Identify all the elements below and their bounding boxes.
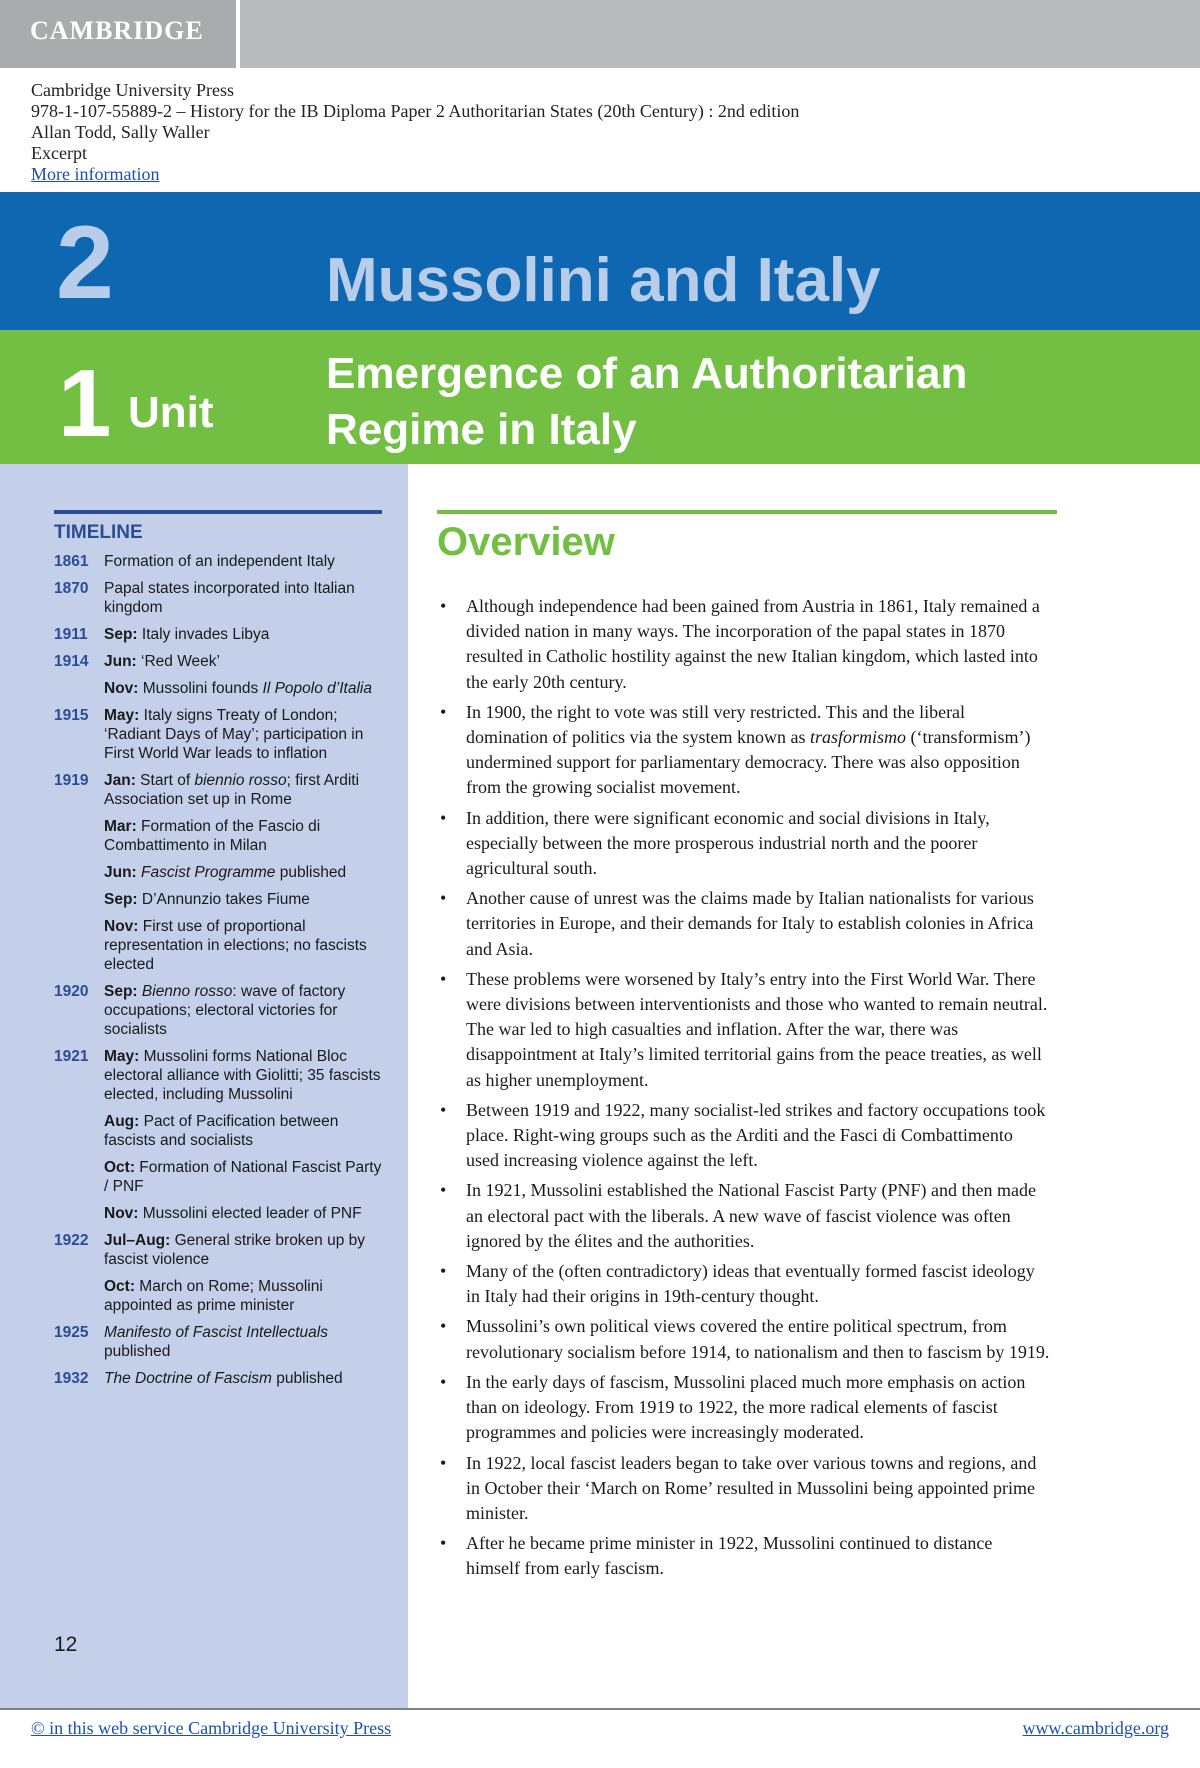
text-segment: In addition, there were significant economic and social divisions in Italy, especially between the more prosperous industrial north and the poorer agricultural south.	[466, 807, 990, 879]
text-segment: These problems were worsened by Italy’s entry into the First World War. There were divisions between interventionists and those who wanted to remain neutral. The war led to high casualties and inflation. After the war, there was disappointment at Italy’s limited territorial gains from the peace treaties, as well as higher unemployment.	[466, 968, 1048, 1090]
text-segment: In the early days of fascism, Mussolini placed much more emphasis on action than on ideology. From 1919 to 1922, the more radical elements of fascist programmes and policies were increasingly moderated.	[466, 1371, 1026, 1443]
copyright-link[interactable]: © in this web service Cambridge University Press	[31, 1718, 392, 1738]
timeline-year: 1911	[54, 626, 88, 643]
italic-text: Il Popolo d’Italia	[262, 680, 372, 697]
overview-bullet	[435, 594, 1050, 695]
italic-text: Bienno rosso	[141, 983, 233, 1000]
page-number: 12	[54, 1633, 78, 1656]
text-segment: (‘transformism’) undermined support for parliamentary democracy. There was also opposition from the growing socialist movement.	[466, 727, 1031, 798]
timeline-entry	[54, 890, 389, 909]
timeline-entry	[54, 982, 389, 1039]
timeline-text	[104, 579, 389, 617]
timeline-year: 1922	[54, 1232, 89, 1249]
timeline-year	[54, 679, 104, 698]
overview-bullet	[435, 1451, 1050, 1527]
italic-text: The Doctrine of Fascism	[104, 1370, 272, 1387]
timeline-year: 1920	[54, 983, 89, 1000]
timeline-year: 1914	[54, 653, 89, 670]
timeline-entry	[54, 652, 389, 671]
book-isbn-title: 978-1-107-55889-2 – History for the IB Diploma Paper 2 Authoritarian States (20th Century) : 2nd edition	[31, 101, 800, 121]
book-authors: Allan Todd, Sally Waller	[31, 122, 210, 142]
unit-label: Unit	[128, 388, 214, 437]
text-segment: March on Rome; Mussolini appointed as prime minister	[104, 1278, 323, 1314]
timeline-year	[54, 1277, 104, 1315]
overview-bullet	[435, 1531, 1050, 1581]
timeline-text	[104, 706, 389, 763]
overview-bullet	[435, 1370, 1050, 1446]
date-label: Jun:	[104, 864, 137, 881]
timeline-year	[54, 1158, 104, 1196]
date-label: Jul–Aug:	[104, 1232, 171, 1249]
text-segment: Many of the (often contradictory) ideas that eventually formed fascist ideology in Italy had their origins in 19th-century thought.	[466, 1261, 1035, 1307]
timeline-year: 1925	[54, 1324, 89, 1341]
timeline-entry	[54, 552, 389, 571]
overview-bullet	[435, 886, 1050, 962]
timeline-entry	[54, 863, 389, 882]
timeline-entry	[54, 771, 389, 809]
date-label: May:	[104, 707, 140, 724]
timeline-text	[104, 1277, 389, 1315]
unit-number: 1	[58, 350, 112, 457]
excerpt-label: Excerpt	[31, 143, 87, 163]
timeline-text	[104, 652, 389, 671]
italic-text: Fascist Programme	[141, 864, 276, 881]
text-segment: published	[271, 1370, 343, 1387]
timeline-text	[104, 1047, 389, 1104]
text-segment: published	[275, 864, 347, 881]
timeline-text	[104, 1231, 389, 1269]
timeline-text	[104, 1369, 389, 1388]
timeline-text	[104, 771, 389, 809]
timeline-year: 1921	[54, 1048, 89, 1065]
timeline-year	[54, 1204, 104, 1223]
text-segment: D’Annunzio takes Fiume	[137, 891, 310, 908]
cambridge-logo: CAMBRIDGE	[30, 16, 204, 45]
overview-list	[435, 594, 1050, 1587]
timeline-entry	[54, 1323, 389, 1361]
unit-title: Emergence of an Authoritarian Regime in Italy	[326, 349, 968, 454]
timeline-entry	[54, 1158, 389, 1196]
chapter-number: 2	[56, 205, 114, 321]
italic-text: Manifesto of Fascist Intellectuals	[104, 1324, 328, 1341]
overview-rule	[437, 510, 1057, 514]
overview-bullet	[435, 967, 1050, 1093]
timeline-year: 1861	[54, 553, 89, 570]
text-segment: Another cause of unrest was the claims made by Italian nationalists for various territories in Europe, and their demands for Italy to establish colonies in Africa and Asia.	[466, 888, 1034, 959]
date-label: Nov:	[104, 680, 139, 697]
text-segment: Mussolini elected leader of PNF	[138, 1205, 362, 1222]
timeline-text	[104, 625, 389, 644]
timeline-text	[104, 982, 389, 1039]
text-segment: First use of proportional representation in elections; no fascists elected	[104, 918, 367, 973]
text-segment: Pact of Pacification between fascists and socialists	[104, 1113, 339, 1149]
timeline-year	[54, 1112, 104, 1150]
text-segment: General strike broken up by fascist violence	[104, 1232, 366, 1268]
timeline-entry	[54, 1204, 389, 1223]
overview-bullet	[435, 1259, 1050, 1309]
timeline-year	[54, 890, 104, 909]
text-segment: Formation of National Fascist Party / PNF	[104, 1159, 382, 1195]
overview-bullet	[435, 806, 1050, 882]
text-segment: Formation of the Fascio di Combattimento in Milan	[104, 818, 321, 854]
overview-bullet	[435, 700, 1050, 801]
timeline-year	[54, 817, 104, 855]
date-label: Oct:	[104, 1159, 135, 1176]
timeline-text	[104, 1323, 389, 1361]
more-information-link[interactable]: More information	[31, 164, 160, 184]
timeline-year: 1870	[54, 580, 89, 597]
timeline-entry	[54, 625, 389, 644]
publication-info	[31, 80, 799, 185]
chapter-title: Mussolini and Italy	[326, 246, 881, 315]
timeline-text	[104, 552, 389, 571]
timeline-entry	[54, 1369, 389, 1388]
header-bar	[0, 0, 1200, 68]
text-segment: Although independence had been gained from Austria in 1861, Italy remained a divided nation in many ways. The incorporation of the papal states in 1870 resulted in Catholic hostility against the new Italian kingdom, which lasted into the early 20th century.	[466, 596, 1040, 692]
date-label: Sep:	[104, 626, 138, 643]
date-label: May:	[104, 1048, 140, 1065]
timeline-entry	[54, 817, 389, 855]
footer-rule	[0, 1708, 1200, 1710]
italic-text: biennio rosso	[194, 772, 287, 789]
date-label: Jun:	[104, 653, 137, 670]
timeline-text	[104, 1112, 389, 1150]
text-segment: ; first Arditi Association set up in Rome	[104, 772, 360, 808]
date-label: Oct:	[104, 1278, 135, 1295]
timeline-text	[104, 890, 389, 909]
timeline-year: 1919	[54, 772, 89, 789]
overview-bullet	[435, 1314, 1050, 1364]
timeline-year: 1915	[54, 707, 89, 724]
timeline-entry	[54, 579, 389, 617]
timeline-entry	[54, 679, 389, 698]
timeline-entry	[54, 1277, 389, 1315]
timeline-entry	[54, 1047, 389, 1104]
logo-box	[0, 0, 240, 68]
text-segment: : wave of factory occupations; electoral victories for socialists	[104, 983, 346, 1038]
text-segment: In 1900, the right to vote was still very restricted. This and the liberal domination of politics via the system known as	[466, 701, 966, 748]
date-label: Nov:	[104, 1205, 139, 1222]
text-segment: Mussolini’s own political views covered the entire political spectrum, from revolutionary socialism before 1914, to nationalism and then to fascism by 1919.	[466, 1316, 1050, 1362]
overview-heading: Overview	[437, 520, 615, 564]
text-segment: Mussolini founds	[138, 680, 263, 697]
text-segment: Italy invades Libya	[137, 626, 270, 643]
timeline-text	[104, 1204, 389, 1223]
text-segment: After he became prime minister in 1922, Mussolini continued to distance himself from early fascism.	[466, 1533, 993, 1579]
publisher-name: Cambridge University Press	[31, 80, 234, 100]
timeline-text	[104, 679, 389, 698]
timeline-heading: TIMELINE	[54, 522, 143, 543]
text-segment: Papal states incorporated into Italian kingdom	[104, 580, 355, 616]
text-segment: In 1921, Mussolini established the National Fascist Party (PNF) and then made an electoral pact with the liberals. A new wave of fascist violence was often ignored by the élites and the authorities.	[466, 1180, 1036, 1251]
date-label: Mar:	[104, 818, 137, 835]
timeline-rule	[54, 510, 382, 514]
date-label: Jan:	[104, 772, 136, 789]
timeline-text	[104, 863, 389, 882]
text-segment: Formation of an independent Italy	[104, 553, 335, 570]
text-segment: Start of	[135, 772, 195, 789]
overview-bullet	[435, 1178, 1050, 1254]
text-segment: Between 1919 and 1922, many socialist-led strikes and factory occupations took place. Right-wing groups such as the Arditi and the Fasci di Combattimento used increasing violence against the left.	[466, 1099, 1046, 1171]
timeline-year: 1932	[54, 1370, 89, 1387]
timeline-year	[54, 917, 104, 974]
timeline-text	[104, 817, 389, 855]
text-segment: In 1922, local fascist leaders began to take over various towns and regions, and in October their ‘March on Rome’ resulted in Mussolini being appointed prime minister.	[466, 1452, 1037, 1523]
date-label: Sep:	[104, 983, 138, 1000]
italic-text: trasformismo	[809, 727, 906, 748]
date-label: Sep:	[104, 891, 138, 908]
timeline-year	[54, 863, 104, 882]
overview-bullet	[435, 1098, 1050, 1174]
timeline-entry	[54, 1231, 389, 1269]
date-label: Aug:	[104, 1113, 140, 1130]
date-label: Nov:	[104, 918, 139, 935]
cambridge-website-link[interactable]: www.cambridge.org	[1022, 1718, 1169, 1738]
text-segment: ‘Red Week’	[136, 653, 220, 670]
text-segment: published	[104, 1343, 171, 1360]
timeline-entry	[54, 1112, 389, 1150]
timeline-list	[54, 552, 389, 1396]
timeline-entry	[54, 917, 389, 974]
timeline-text	[104, 1158, 389, 1196]
timeline-entry	[54, 706, 389, 763]
timeline-text	[104, 917, 389, 974]
text-segment: Italy signs Treaty of London; ‘Radiant Days of May’; participation in First World War leads to inflation	[104, 707, 364, 762]
text-segment: Mussolini forms National Bloc electoral alliance with Giolitti; 35 fascists elected, including Mussolini	[104, 1048, 381, 1103]
